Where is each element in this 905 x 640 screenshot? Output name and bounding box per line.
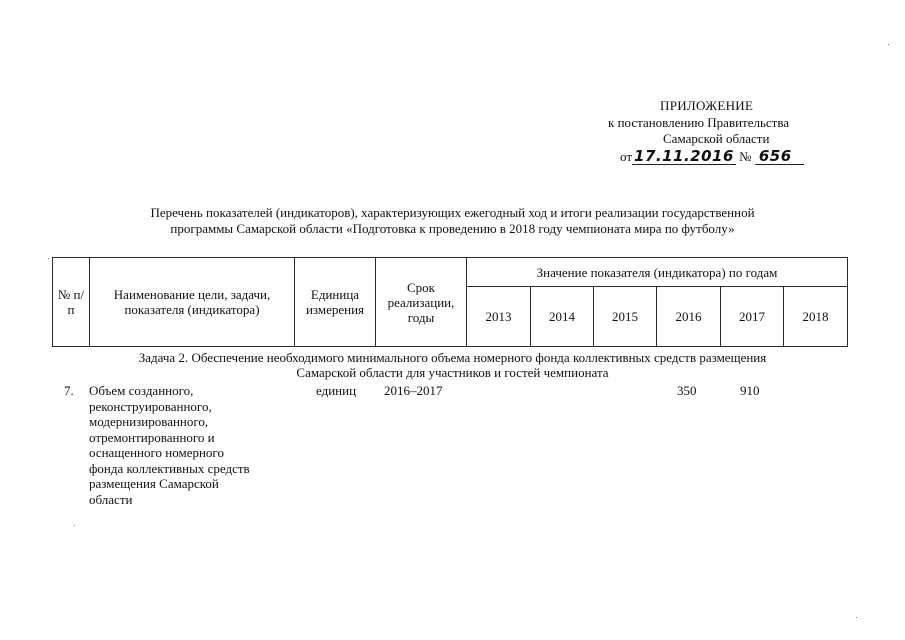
row-unit: единиц [316, 383, 357, 398]
title-line-1: Перечень показателей (индикаторов), характеризующих ежегодный ход и итоги реализации государственной [150, 205, 755, 220]
row-name: Объем созданного, реконструированного, модернизированного, отремонтированного и оснащенного номерного фонда коллективных средств размещения Самарской области [89, 383, 250, 507]
header-term: Срок реализации, годы [375, 257, 467, 347]
header-unit: Единица измерения [294, 257, 376, 347]
row-value-2017: 910 [740, 383, 760, 398]
scan-speck [74, 525, 75, 526]
header-number: № п/п [52, 257, 90, 347]
header-year: 2015 [593, 286, 657, 347]
row-value-2016: 350 [677, 383, 697, 398]
header-year: 2014 [530, 286, 594, 347]
task-line-1: Задача 2. Обеспечение необходимого минимального объема номерного фонда коллективных средств размещения [138, 350, 767, 365]
number-prefix: № [739, 149, 752, 164]
title-line-2: программы Самарской области «Подготовка к проведению в 2018 году чемпионата мира по футболу» [170, 220, 735, 236]
header-values-group: Значение показателя (индикатора) по годам [466, 257, 848, 287]
scan-speck [856, 617, 857, 618]
handwritten-date: 17.11.2016 [634, 147, 734, 165]
header-year: 2018 [783, 286, 848, 347]
row-number: 7. [64, 383, 74, 398]
task-line-2: Самарской области для участников и гостей чемпионата [296, 365, 609, 380]
header-year: 2017 [720, 286, 784, 347]
task-heading [40, 350, 865, 380]
date-prefix: от [620, 149, 633, 164]
scan-speck [888, 44, 889, 45]
header-year: 2016 [656, 286, 721, 347]
row-term: 2016–2017 [384, 383, 443, 398]
appendix-line-1: к постановлению Правительства [608, 115, 790, 130]
handwritten-number: 656 [755, 149, 804, 165]
scan-speck [48, 258, 49, 259]
document-title [40, 205, 865, 236]
appendix-line-2: Самарской области [663, 131, 770, 146]
header-name: Наименование цели, задачи, показателя (индикатора) [89, 257, 295, 347]
appendix-title: ПРИЛОЖЕНИЕ [660, 98, 754, 113]
indicator-table-header [52, 257, 848, 347]
header-year: 2013 [466, 286, 531, 347]
appendix-date-line [620, 149, 804, 165]
